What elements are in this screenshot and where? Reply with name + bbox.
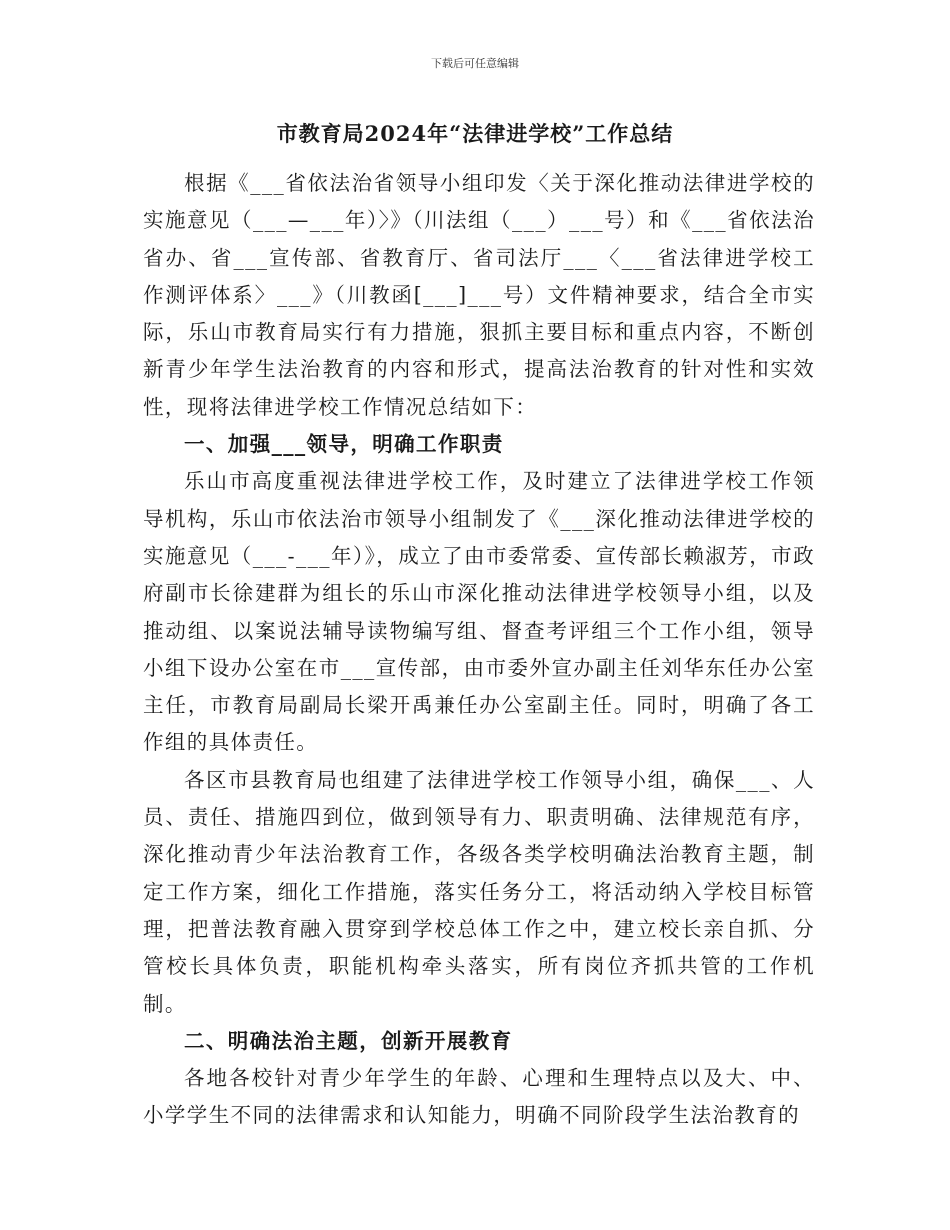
document-title: 市教育局2024年“法律进学校”工作总结 xyxy=(276,121,674,146)
document-body xyxy=(143,165,815,1135)
paragraph-section1-a: 乐山市高度重视法律进学校工作，及时建立了法律进学校工作领导机构，乐山市依法治市领导小组制发了《___深化推动法律进学校的实施意见（___-___年）》，成立了由市委常委、宣传部长赖淑芳，市政府副市长徐建群为组长的乐山市深化推动法律进学校领导小组，以及推动组、以案说法辅导读物编写组、督查考评组三个工作小组，领导小组下设办公室在市___宣传部，由市委外宣办副主任刘华东任办公室主任，市教育局副局长梁开禹兼任办公室副主任。同时，明确了各工作组的具体责任。 xyxy=(143,469,815,755)
paragraph-section2-a: 各地各校针对青少年学生的年龄、心理和生理特点以及大、中、小学学生不同的法律需求和认知能力，明确不同阶段学生法治教育的 xyxy=(143,1066,815,1128)
section-heading-2: 二、明确法治主题，创新开展教育 xyxy=(184,1028,513,1053)
section-heading-1: 一、加强___领导，明确工作职责 xyxy=(184,432,504,457)
header-note: 下载后可任意编辑 xyxy=(431,57,519,70)
paragraph-section1-b: 各区市县教育局也组建了法律进学校工作领导小组，确保___、人员、责任、措施四到位，做到领导有力、职责明确、法律规范有序，深化推动青少年法治教育工作，各级各类学校明确法治教育主题，制定工作方案，细化工作措施，落实任务分工，将活动纳入学校目标管理，把普法教育融入贯穿到学校总体工作之中，建立校长亲自抓、分管校长具体负责，职能机构牵头落实，所有岗位齐抓共管的工作机制。 xyxy=(143,767,815,1016)
paragraph-intro: 根据《___省依法治省领导小组印发〈关于深化推动法律进学校的实施意见（___—___年）〉》（川法组（___）___号）和《___省依法治省办、省___宣传部、省教育厅、省司法厅___〈___省法律进学校工作测评体系〉___》（川教函[___]___号）文件精神要求，结合全市实际，乐山市教育局实行有力措施，狠抓主要目标和重点内容，不断创新青少年学生法治教育的内容和形式，提高法治教育的针对性和实效性，现将法律进学校工作情况总结如下： xyxy=(143,171,815,419)
